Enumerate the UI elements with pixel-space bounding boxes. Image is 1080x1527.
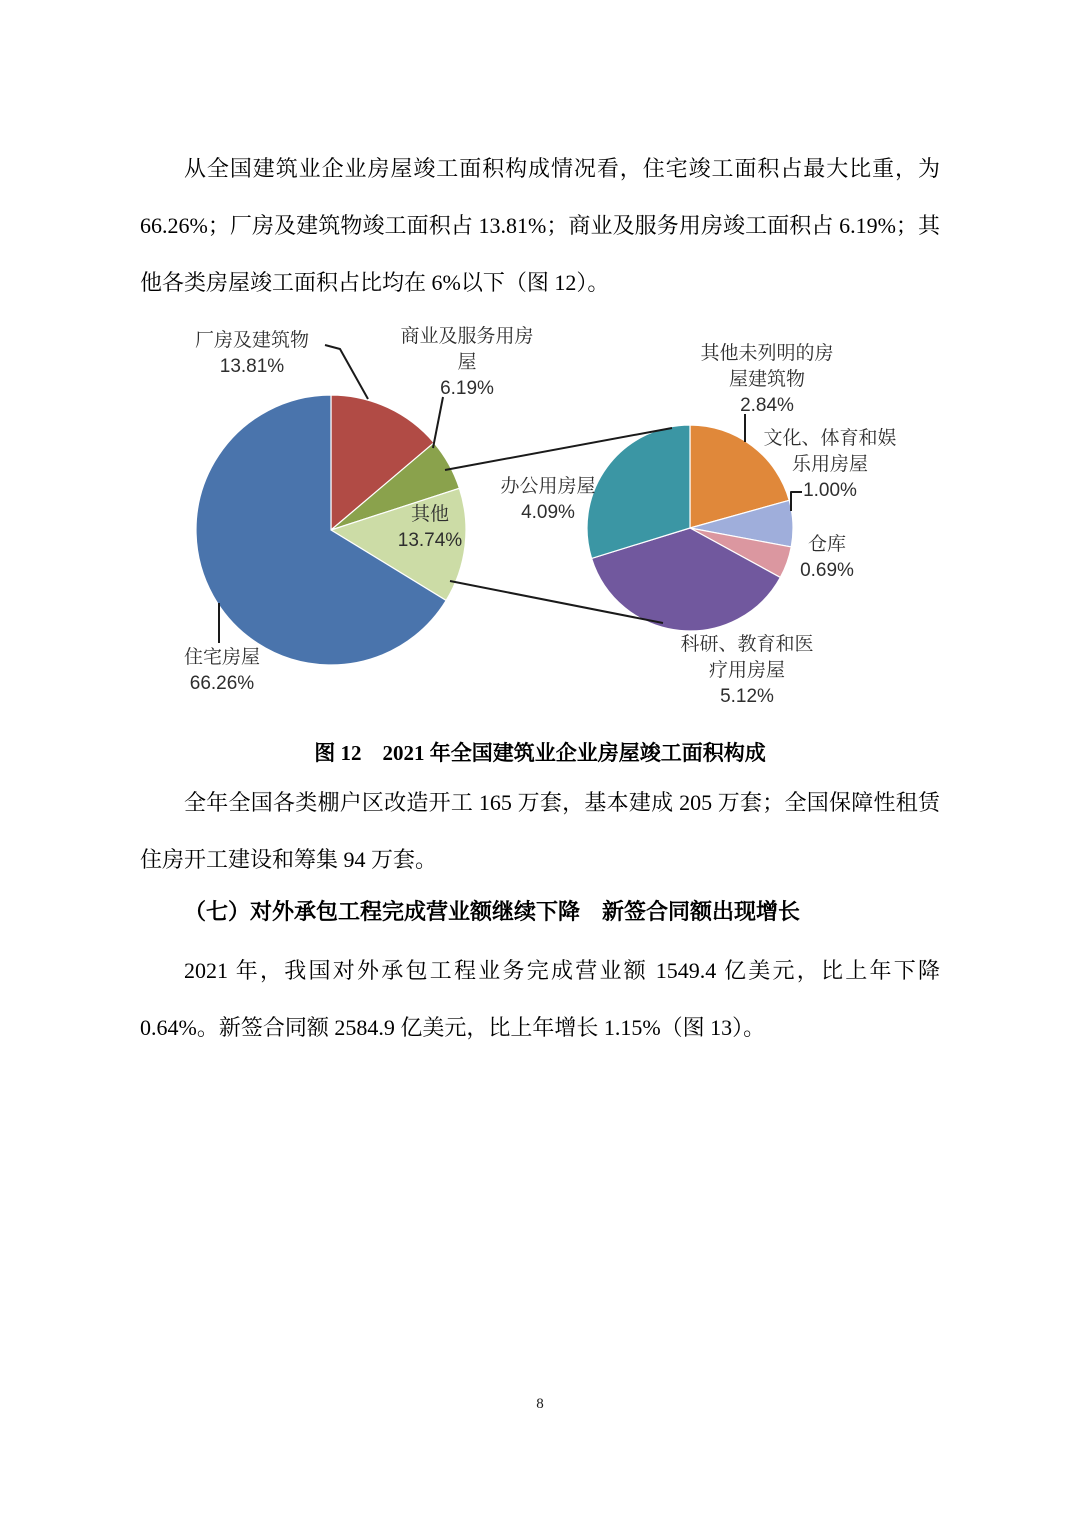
office-label-value: 4.09%: [521, 502, 575, 523]
culture-sports-label-text: 文化、体育和娱乐用房屋: [763, 428, 897, 475]
warehouse-label: [782, 532, 872, 584]
factory-buildings-label-text: 厂房及建筑物: [194, 330, 309, 351]
residential-label-text: 住宅房屋: [183, 647, 260, 668]
research-education-medical-label: [677, 632, 817, 710]
culture-sports-label-value: 1.00%: [803, 480, 857, 501]
paragraph-shantytown-renovation: 全年全国各类棚户区改造开工 165 万套，基本建成 205 万套；全国保障性租赁住房开工建设和筹集 94 万套。: [140, 790, 940, 872]
unlisted-buildings-label: [697, 341, 837, 419]
figure-12-pie-of-pie-chart: [130, 318, 960, 718]
residential-label: [162, 645, 282, 697]
research-education-medical-label-text: 科研、教育和医疗用房屋: [680, 634, 814, 681]
culture-sports-label: [760, 426, 900, 504]
factory-buildings-label: [172, 328, 332, 380]
warehouse-label-value: 0.69%: [800, 560, 854, 581]
paragraph-foreign-contracting: 2021 年，我国对外承包工程业务完成营业额 1549.4 亿美元，比上年下降 0.64%。新签合同额 2584.9 亿美元，比上年增长 1.15%（图 13）。: [140, 958, 940, 1040]
commerce-service-label-value: 6.19%: [440, 378, 494, 399]
office-label: [483, 474, 613, 526]
research-education-medical-label-value: 5.12%: [720, 686, 774, 707]
other-label-value: 13.74%: [397, 530, 463, 551]
unlisted-buildings-label-text: 其他未列明的房屋建筑物: [700, 343, 834, 390]
warehouse-label-text: 仓库: [807, 534, 846, 555]
office-label-text: 办公用房屋: [500, 476, 596, 497]
paragraph-completed-area-composition: 从全国建筑业企业房屋竣工面积构成情况看，住宅竣工面积占最大比重，为 66.26%；厂房及建筑物竣工面积占 13.81%；商业及服务用房竣工面积占 6.19%；其他各类房屋竣工面积占比均在 6%以下（图 12）。: [140, 156, 940, 295]
commerce-service-label-text: 商业及服务用房屋: [400, 326, 534, 373]
leader-commerce-service: [433, 397, 443, 448]
factory-buildings-label-value: 13.81%: [219, 356, 285, 377]
residential-label-value: 66.26%: [189, 673, 255, 694]
unlisted-buildings-label-value: 2.84%: [740, 395, 794, 416]
section-heading-seven: （七）对外承包工程完成营业额继续下降 新签合同额出现增长: [184, 899, 801, 924]
other-label: [380, 502, 480, 554]
commerce-service-label: [397, 324, 537, 402]
other-label-text: 其他: [410, 504, 449, 525]
page-number: 8: [536, 1396, 544, 1412]
figure-caption: 图 12 2021 年全国建筑业企业房屋竣工面积构成: [314, 741, 766, 765]
